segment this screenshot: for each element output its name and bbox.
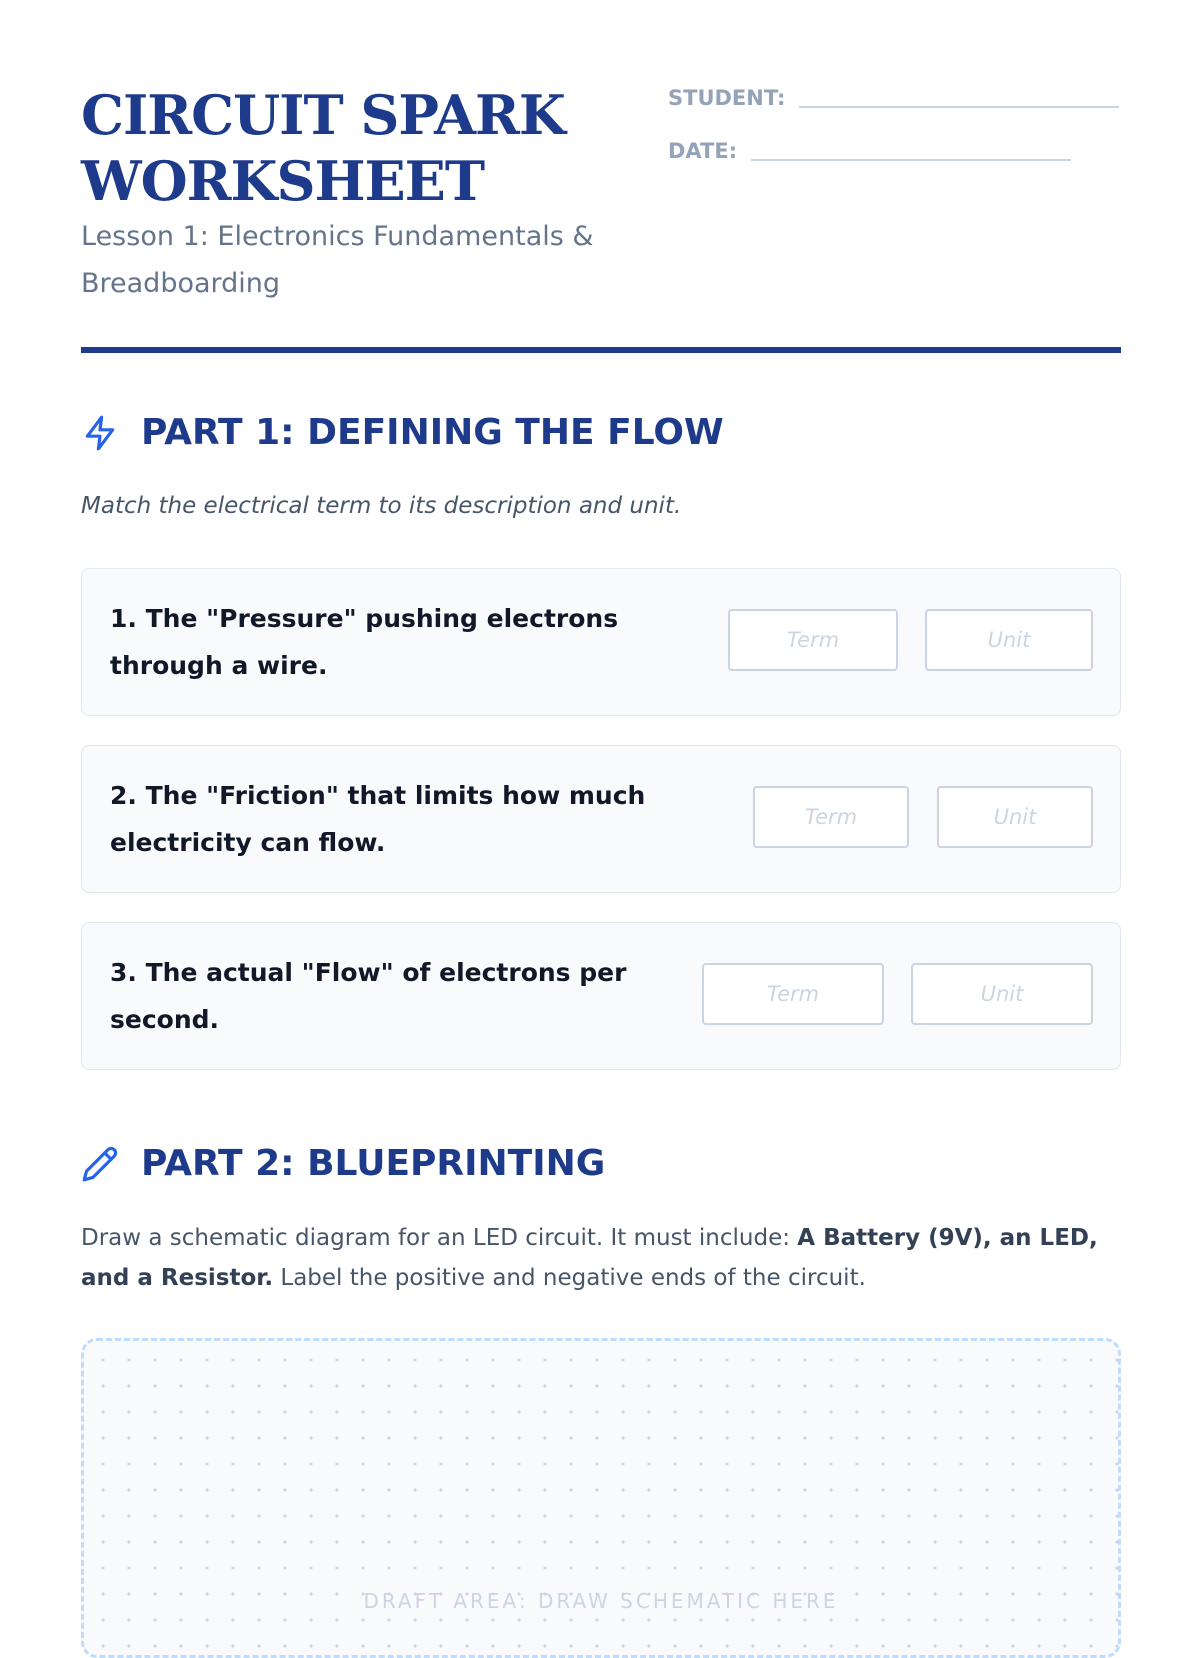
question-text: 2. The "Friction" that limits how much electricity can flow. [110, 781, 646, 857]
student-label: STUDENT: [668, 86, 786, 110]
worksheet-header [81, 0, 1121, 355]
question-card-1 [81, 568, 1121, 716]
question-card-2 [81, 745, 1121, 893]
unit-input[interactable] [925, 609, 1093, 671]
instructions-text: Draw a schematic diagram for an LED circuit. It must include: [81, 1225, 798, 1251]
student-field [668, 86, 1119, 110]
lesson-subtitle: Lesson 1: Electronics Fundamentals & Breadboarding [81, 221, 594, 299]
lightning-bolt-icon [81, 414, 119, 452]
question-text: 1. The "Pressure" pushing electrons through a wire. [110, 604, 619, 680]
part2-title: PART 2: BLUEPRINTING [141, 1143, 606, 1184]
header-divider [81, 347, 1121, 353]
part1-instructions: Match the electrical term to its description and unit. [81, 493, 682, 519]
schematic-draft-area[interactable] [81, 1338, 1121, 1658]
unit-input[interactable] [937, 786, 1093, 848]
date-field [668, 139, 1071, 163]
part2-instructions [81, 1218, 1121, 1298]
term-input[interactable] [728, 609, 898, 671]
instructions-text-end: Label the positive and negative ends of the circuit. [273, 1265, 866, 1291]
part1-heading [81, 412, 724, 453]
term-input[interactable] [702, 963, 884, 1025]
date-line[interactable] [751, 158, 1071, 161]
worksheet-title: CIRCUIT SPARK WORKSHEET [81, 83, 565, 213]
date-label: DATE: [668, 139, 738, 163]
unit-input[interactable] [911, 963, 1093, 1025]
draft-area-label: DRAFT AREA: DRAW SCHEMATIC HERE [363, 1589, 839, 1613]
worksheet-page [81, 0, 1121, 1613]
term-input[interactable] [753, 786, 909, 848]
part1-title: PART 1: DEFINING THE FLOW [141, 412, 724, 453]
question-card-3 [81, 922, 1121, 1070]
student-name-line[interactable] [799, 105, 1119, 108]
question-text: 3. The actual "Flow" of electrons per second. [110, 958, 627, 1034]
part2-heading [81, 1143, 605, 1184]
required-components: A Battery (9V), an LED, and a Resistor. [81, 1225, 1098, 1291]
pencil-icon [81, 1145, 119, 1183]
